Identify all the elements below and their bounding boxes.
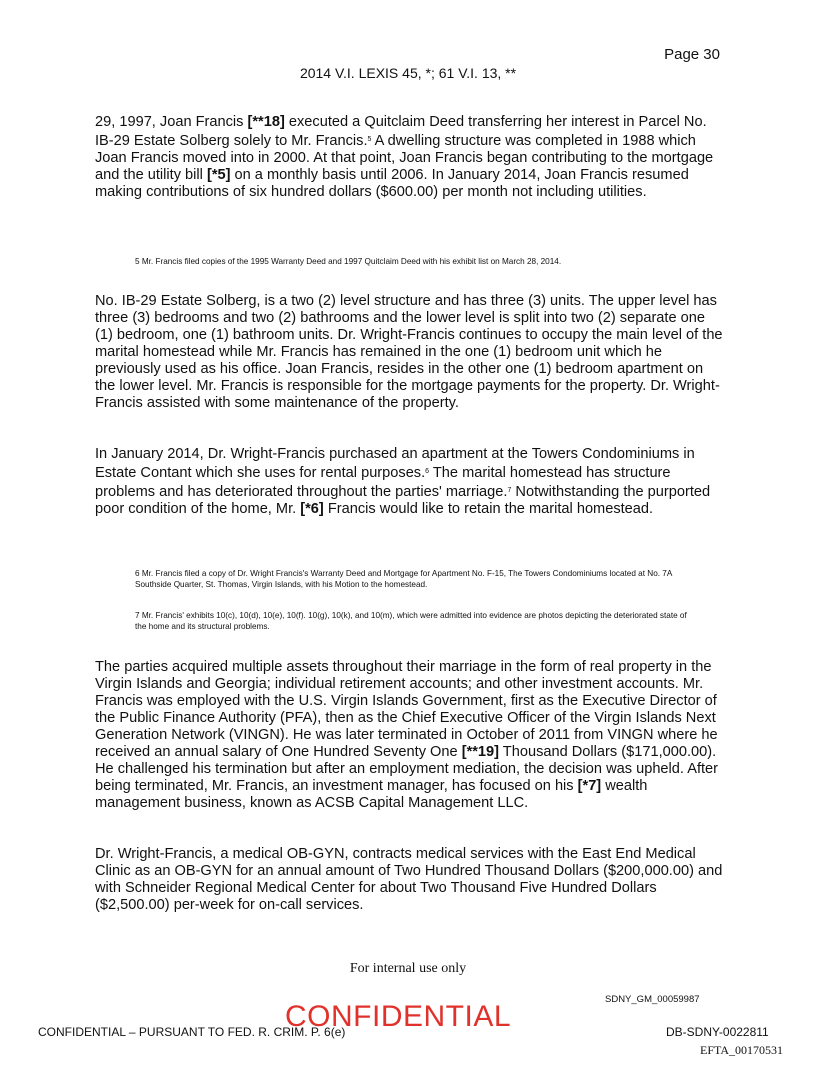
confidential-stamp: CONFIDENTIAL — [285, 1000, 512, 1033]
paragraph-3 — [95, 446, 725, 518]
footnote-7 — [135, 610, 695, 632]
footnote-6 — [135, 568, 695, 590]
text: wealth management business, known as ACSB Capital Management LLC. — [95, 778, 648, 811]
efta-number: EFTA_00170531 — [700, 1043, 784, 1057]
text: A dwelling structure was completed in 1988 which Joan Francis moved into in 2000. At that point, Joan Francis began contributing to the mortgage and the utility bill — [95, 133, 714, 183]
footnote-text: 7 Mr. Francis' exhibits 10(c), 10(d), 10(e), 10(f). 10(g), 10(k), and 10(m), which were admitted into evidence are photos depicting the deteriorated state of the home and its structural problems. — [135, 611, 687, 631]
footnote-5 — [135, 256, 695, 267]
text: In January 2014, Dr. Wright-Francis purchased an apartment at the Towers Condominiums in Estate Contant which she uses for rental purposes. — [95, 446, 695, 481]
text: Dr. Wright-Francis, a medical OB-GYN, contracts medical services with the East End Medical Clinic as an OB-GYN for an annual amount of Two Hundred Thousand Dollars ($200,000.00) and with Schneider Regional Medical Center for about Two Thousand Five Hundred Dollars ($2,500.00) per-week for on-call services. — [95, 846, 723, 913]
footnote-ref-5: 5 — [367, 136, 372, 143]
bates-number-db-sdny: DB-SDNY-0022811 — [666, 1025, 769, 1039]
text: Francis would like to retain the marital homestead. — [323, 501, 654, 517]
page-ref: [**19] — [461, 744, 500, 760]
paragraph-1 — [95, 114, 725, 201]
bates-number-sdny-gm: SDNY_GM_00059987 — [605, 994, 700, 1005]
text: executed a Quitclaim Deed transferring her interest in Parcel No. IB-29 Estate Solberg solely to Mr. Francis. — [95, 114, 707, 149]
footnote-text: 6 Mr. Francis filed a copy of Dr. Wright Francis's Warranty Deed and Mortgage for Apartment No. F-15, The Towers Condominiums located at No. 7A Southside Quarter, St. Thomas, Virgin Islands, with his Motion to the homestead. — [135, 569, 672, 589]
page-ref: [*5] — [206, 167, 231, 183]
page-ref: [*6] — [300, 501, 324, 517]
text: The marital homestead has structure problems and has deteriorated throughout the parties' marriage. — [95, 465, 671, 500]
text: The parties acquired multiple assets throughout their marriage in the form of real property in the Virgin Islands and Georgia; individual retirement accounts; and other investment accounts. Mr. Francis was employed with the U.S. Virgin Islands Government, first as the Executive Director of the Public Finance Authority (PFA), then as the Chief Executive Officer of the Virgin Islands Next Generation Network (VINGN). He was later terminated in October of 2011 from VINGN where he received an annual salary of One Hundred Seventy One — [95, 659, 718, 760]
page-ref: [*7] — [577, 778, 602, 794]
page-number: Page 30 — [664, 46, 720, 63]
footnote-text: 5 Mr. Francis filed copies of the 1995 Warranty Deed and 1997 Quitclaim Deed with his exhibit list on March 28, 2014. — [135, 257, 562, 266]
paragraph-5 — [95, 846, 725, 914]
citation-header: 2014 V.I. LEXIS 45, *; 61 V.I. 13, ** — [299, 65, 517, 81]
text: on a monthly basis until 2006. In January 2014, Joan Francis resumed making contributions of six hundred dollars ($600.00) per month not including utilities. — [95, 167, 689, 200]
paragraph-2 — [95, 293, 725, 412]
footnote-ref-7: 7 — [507, 487, 512, 494]
text: Thousand Dollars ($171,000.00). He challenged his termination but after an employment mediation, the decision was upheld. After being terminated, Mr. Francis, an investment manager, has focused on his — [95, 744, 719, 794]
paragraph-4 — [95, 659, 725, 812]
footnote-ref-6: 6 — [425, 468, 430, 475]
confidential-notice: CONFIDENTIAL – PURSUANT TO FED. R. CRIM. P. 6(e) — [38, 1025, 346, 1039]
page-ref: [**18] — [247, 114, 285, 130]
text: 29, 1997, Joan Francis — [95, 114, 248, 130]
text: Notwithstanding the purported poor condition of the home, Mr. — [95, 484, 711, 517]
internal-use-notice: For internal use only — [349, 961, 467, 976]
text: No. IB-29 Estate Solberg, is a two (2) level structure and has three (3) units. The upper level has three (3) bedrooms and two (2) bathrooms and the lower level is split into two (2) separate one (1) bedroom, one (1) bathroom units. Dr. Wright-Francis continues to occupy the main level of the marital homestead while Mr. Francis has remained in the one (1) bedroom unit which he previously used as his office. Joan Francis, resides in the other one (1) bedroom apartment on the lower level. Mr. Francis is responsible for the mortgage payments for the property. Dr. Wright-Francis assisted with some maintenance of the property. — [95, 293, 723, 411]
